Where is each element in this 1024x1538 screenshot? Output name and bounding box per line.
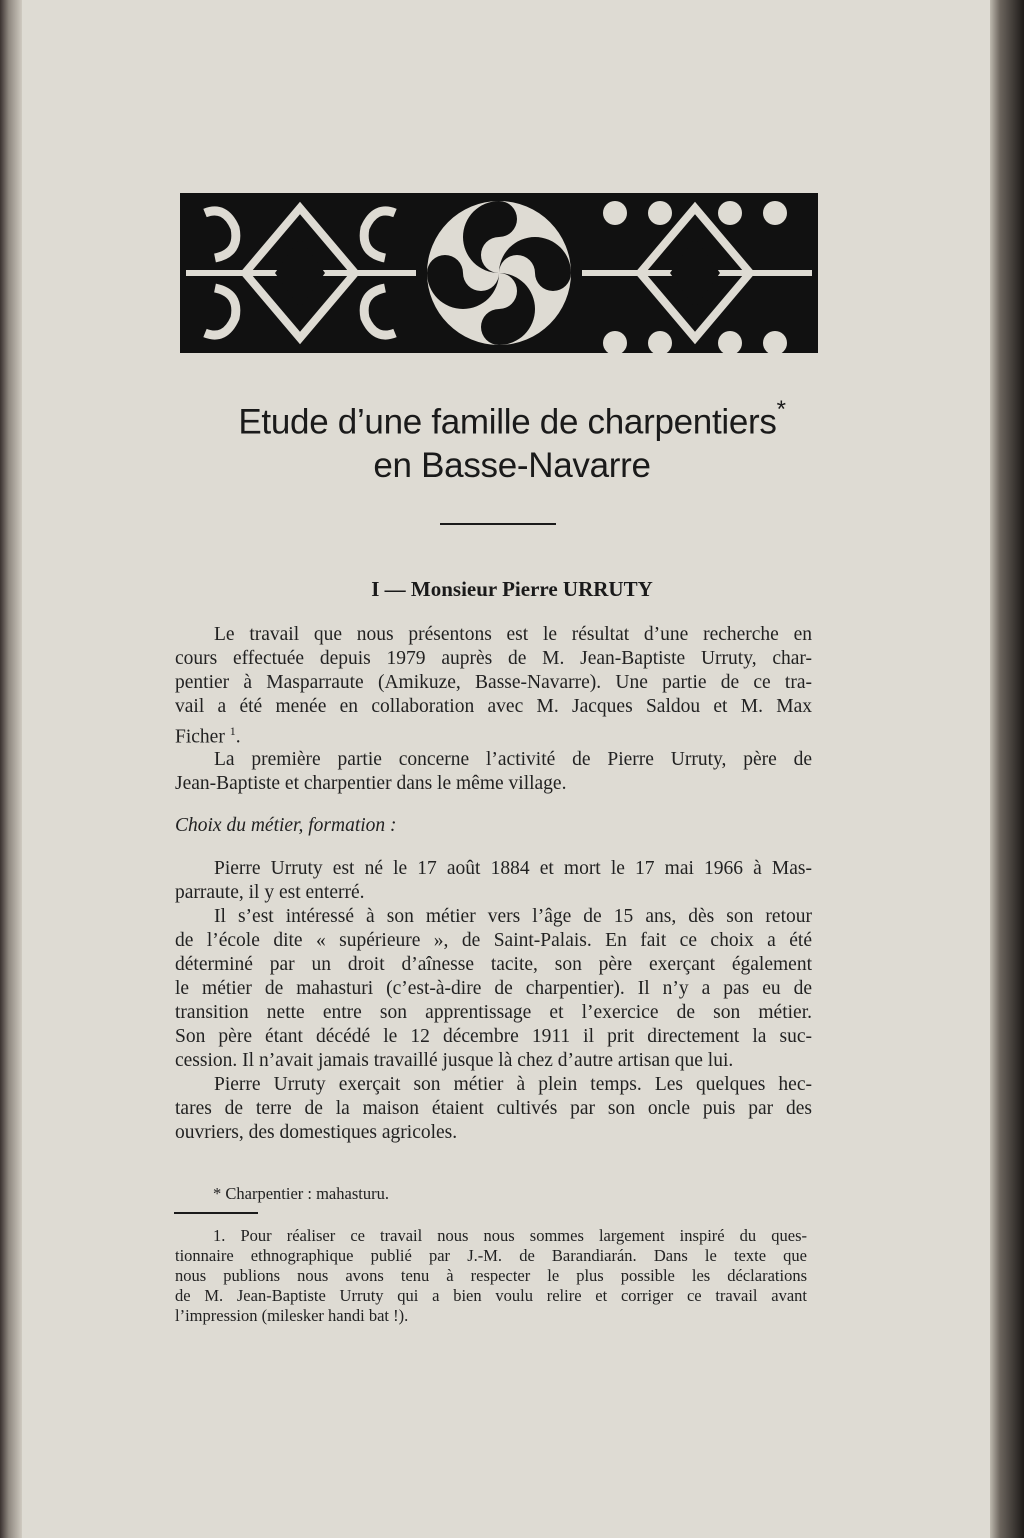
paragraph-line: transition nette entre son apprentissage et l’exercice de son métier.: [175, 1002, 812, 1023]
book-edge-right: [990, 0, 1024, 1538]
paragraph-line: cours effectuée depuis 1979 auprès de M. Jean-Baptiste Urruty, char-: [175, 648, 812, 669]
title-divider: [440, 523, 556, 525]
footnote-line: de M. Jean-Baptiste Urruty qui a bien voulu relire et corriger ce travail avant: [175, 1286, 807, 1305]
footnote-star: * Charpentier : mahasturu.: [213, 1184, 389, 1203]
paragraph-line: de l’école dite « supérieure », de Saint-Palais. En fait ce choix a été: [175, 930, 812, 951]
paragraph-line: ouvriers, des domestiques agricoles.: [175, 1122, 458, 1143]
paragraph-line: La première partie concerne l’activité de Pierre Urruty, père de: [214, 749, 812, 770]
paragraph-line: vail a été menée en collaboration avec M. Jacques Saldou et M. Max: [175, 696, 812, 717]
footnote-line: tionnaire ethnographique publié par J.-M. de Barandiarán. Dans le texte que: [175, 1246, 807, 1265]
paragraph-line: Jean-Baptiste et charpentier dans le même village.: [175, 773, 567, 794]
footnote-reference: 1: [229, 724, 236, 738]
footnote-line: nous publions nous avons tenu à respecter le plus possible les déclarations: [175, 1266, 807, 1285]
paragraph-line: déterminé par un droit d’aînesse tacite, son père exerçant également: [175, 954, 812, 975]
paragraph-line: Il s’est intéressé à son métier vers l’âge de 15 ans, dès son retour: [214, 906, 812, 927]
section-heading: I — Monsieur Pierre URRUTY: [371, 577, 653, 601]
paragraph-line: Pierre Urruty est né le 17 août 1884 et mort le 17 mai 1966 à Mas-: [214, 858, 812, 879]
footnote-line: 1. Pour réaliser ce travail nous nous sommes largement inspiré du ques-: [213, 1226, 807, 1245]
paragraph-line: tares de terre de la maison étaient cultivés par son oncle puis par des: [175, 1098, 812, 1119]
title-asterisk: *: [776, 396, 786, 423]
footnote-divider: [174, 1212, 258, 1214]
footnote-line: l’impression (milesker handi bat !).: [175, 1306, 409, 1325]
paragraph-line: Pierre Urruty exerçait son métier à plein temps. Les quelques hec-: [214, 1074, 812, 1095]
article-title-line1: Etude d’une famille de charpentiers*: [238, 396, 786, 442]
article-title-line2: en Basse-Navarre: [373, 446, 651, 485]
paragraph-line: Le travail que nous présentons est le résultat d’une recherche en: [214, 624, 812, 645]
paragraph-line: Son père étant décédé le 12 décembre 1911 il prit directement la suc-: [175, 1026, 812, 1047]
paragraph-line: cession. Il n’avait jamais travaillé jusque là chez d’autre artisan que lui.: [175, 1050, 734, 1071]
subheading: Choix du métier, formation :: [175, 815, 397, 836]
basque-ornament-banner: [180, 193, 818, 353]
paragraph-line: pentier à Masparraute (Amikuze, Basse-Navarre). Une partie de ce tra-: [175, 672, 812, 693]
paragraph-line: Ficher $^1$.: [175, 724, 241, 748]
paragraph-line: parraute, il y est enterré.: [175, 882, 365, 903]
book-gutter-left: [0, 0, 22, 1538]
paragraph-line: le métier de mahasturi (c’est-à-dire de charpentier). Il n’y a pas eu de: [175, 978, 812, 999]
